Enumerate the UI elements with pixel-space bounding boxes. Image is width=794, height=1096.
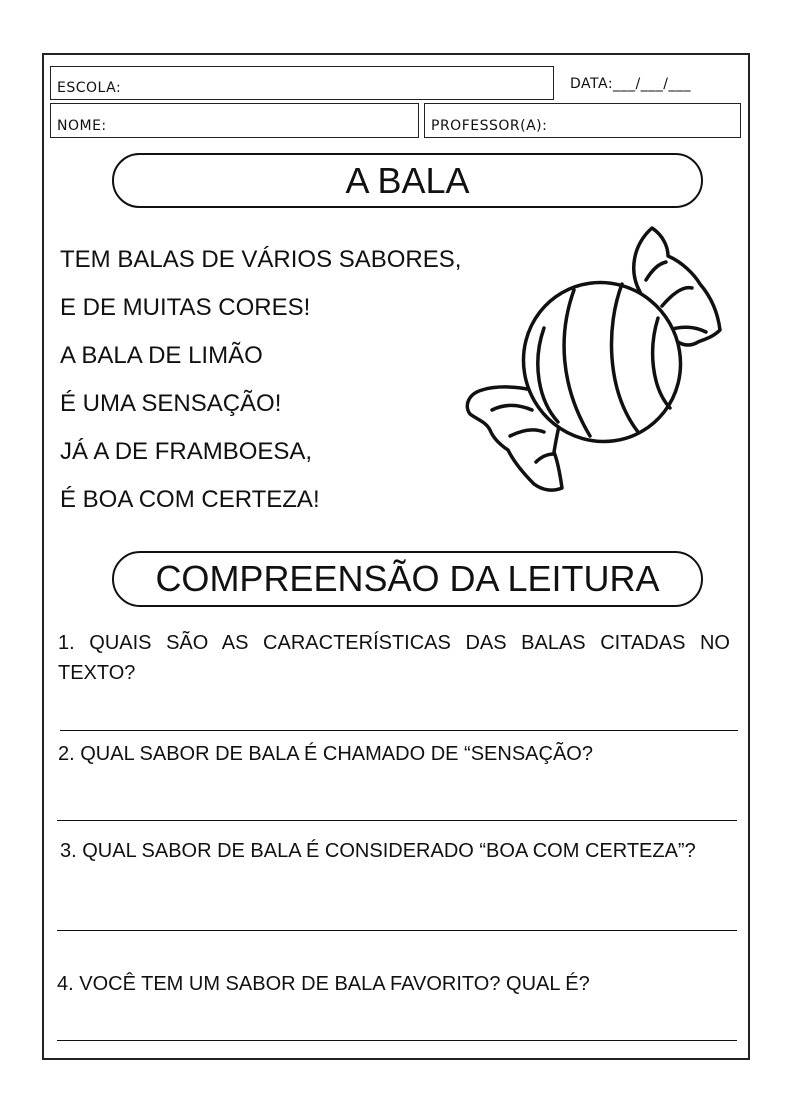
teacher-field[interactable] [424, 103, 741, 138]
answer-line-2[interactable] [57, 820, 737, 821]
name-label: NOME: [57, 118, 107, 134]
answer-line-3[interactable] [57, 930, 737, 931]
teacher-label: PROFESSOR(A): [431, 118, 548, 134]
candy-icon [462, 222, 730, 498]
poem-text [60, 236, 461, 524]
date-field[interactable]: DATA:___/___/___ [570, 76, 691, 92]
question-1: 1. QUAIS SÃO AS CARACTERÍSTICAS DAS BALAS CITADAS NO TEXTO? [58, 632, 730, 684]
poem-line: E DE MUITAS CORES! [60, 294, 311, 321]
poem-line: A BALA DE LIMÃO [60, 342, 263, 369]
page-title: A BALA [345, 159, 470, 201]
question-2: 2. QUAL SABOR DE BALA É CHAMADO DE “SENSAÇÃO? [58, 743, 593, 765]
school-field[interactable] [50, 66, 554, 100]
name-field[interactable] [50, 103, 419, 138]
answer-line-4[interactable] [57, 1040, 737, 1041]
section-banner [112, 551, 703, 607]
question-4: 4. VOCÊ TEM UM SABOR DE BALA FAVORITO? QUAL É? [57, 973, 590, 995]
poem-line: JÁ A DE FRAMBOESA, [60, 438, 313, 465]
answer-line-1[interactable] [60, 730, 738, 731]
poem-line: É BOA COM CERTEZA! [60, 486, 320, 513]
question-3: 3. QUAL SABOR DE BALA É CONSIDERADO “BOA COM CERTEZA”? [60, 840, 696, 862]
title-banner [112, 153, 703, 208]
school-label: ESCOLA: [57, 80, 122, 96]
poem-line: É UMA SENSAÇÃO! [60, 390, 282, 417]
poem-line: TEM BALAS DE VÁRIOS SABORES, [60, 246, 462, 273]
section-title: COMPREENSÃO DA LEITURA [155, 558, 660, 599]
